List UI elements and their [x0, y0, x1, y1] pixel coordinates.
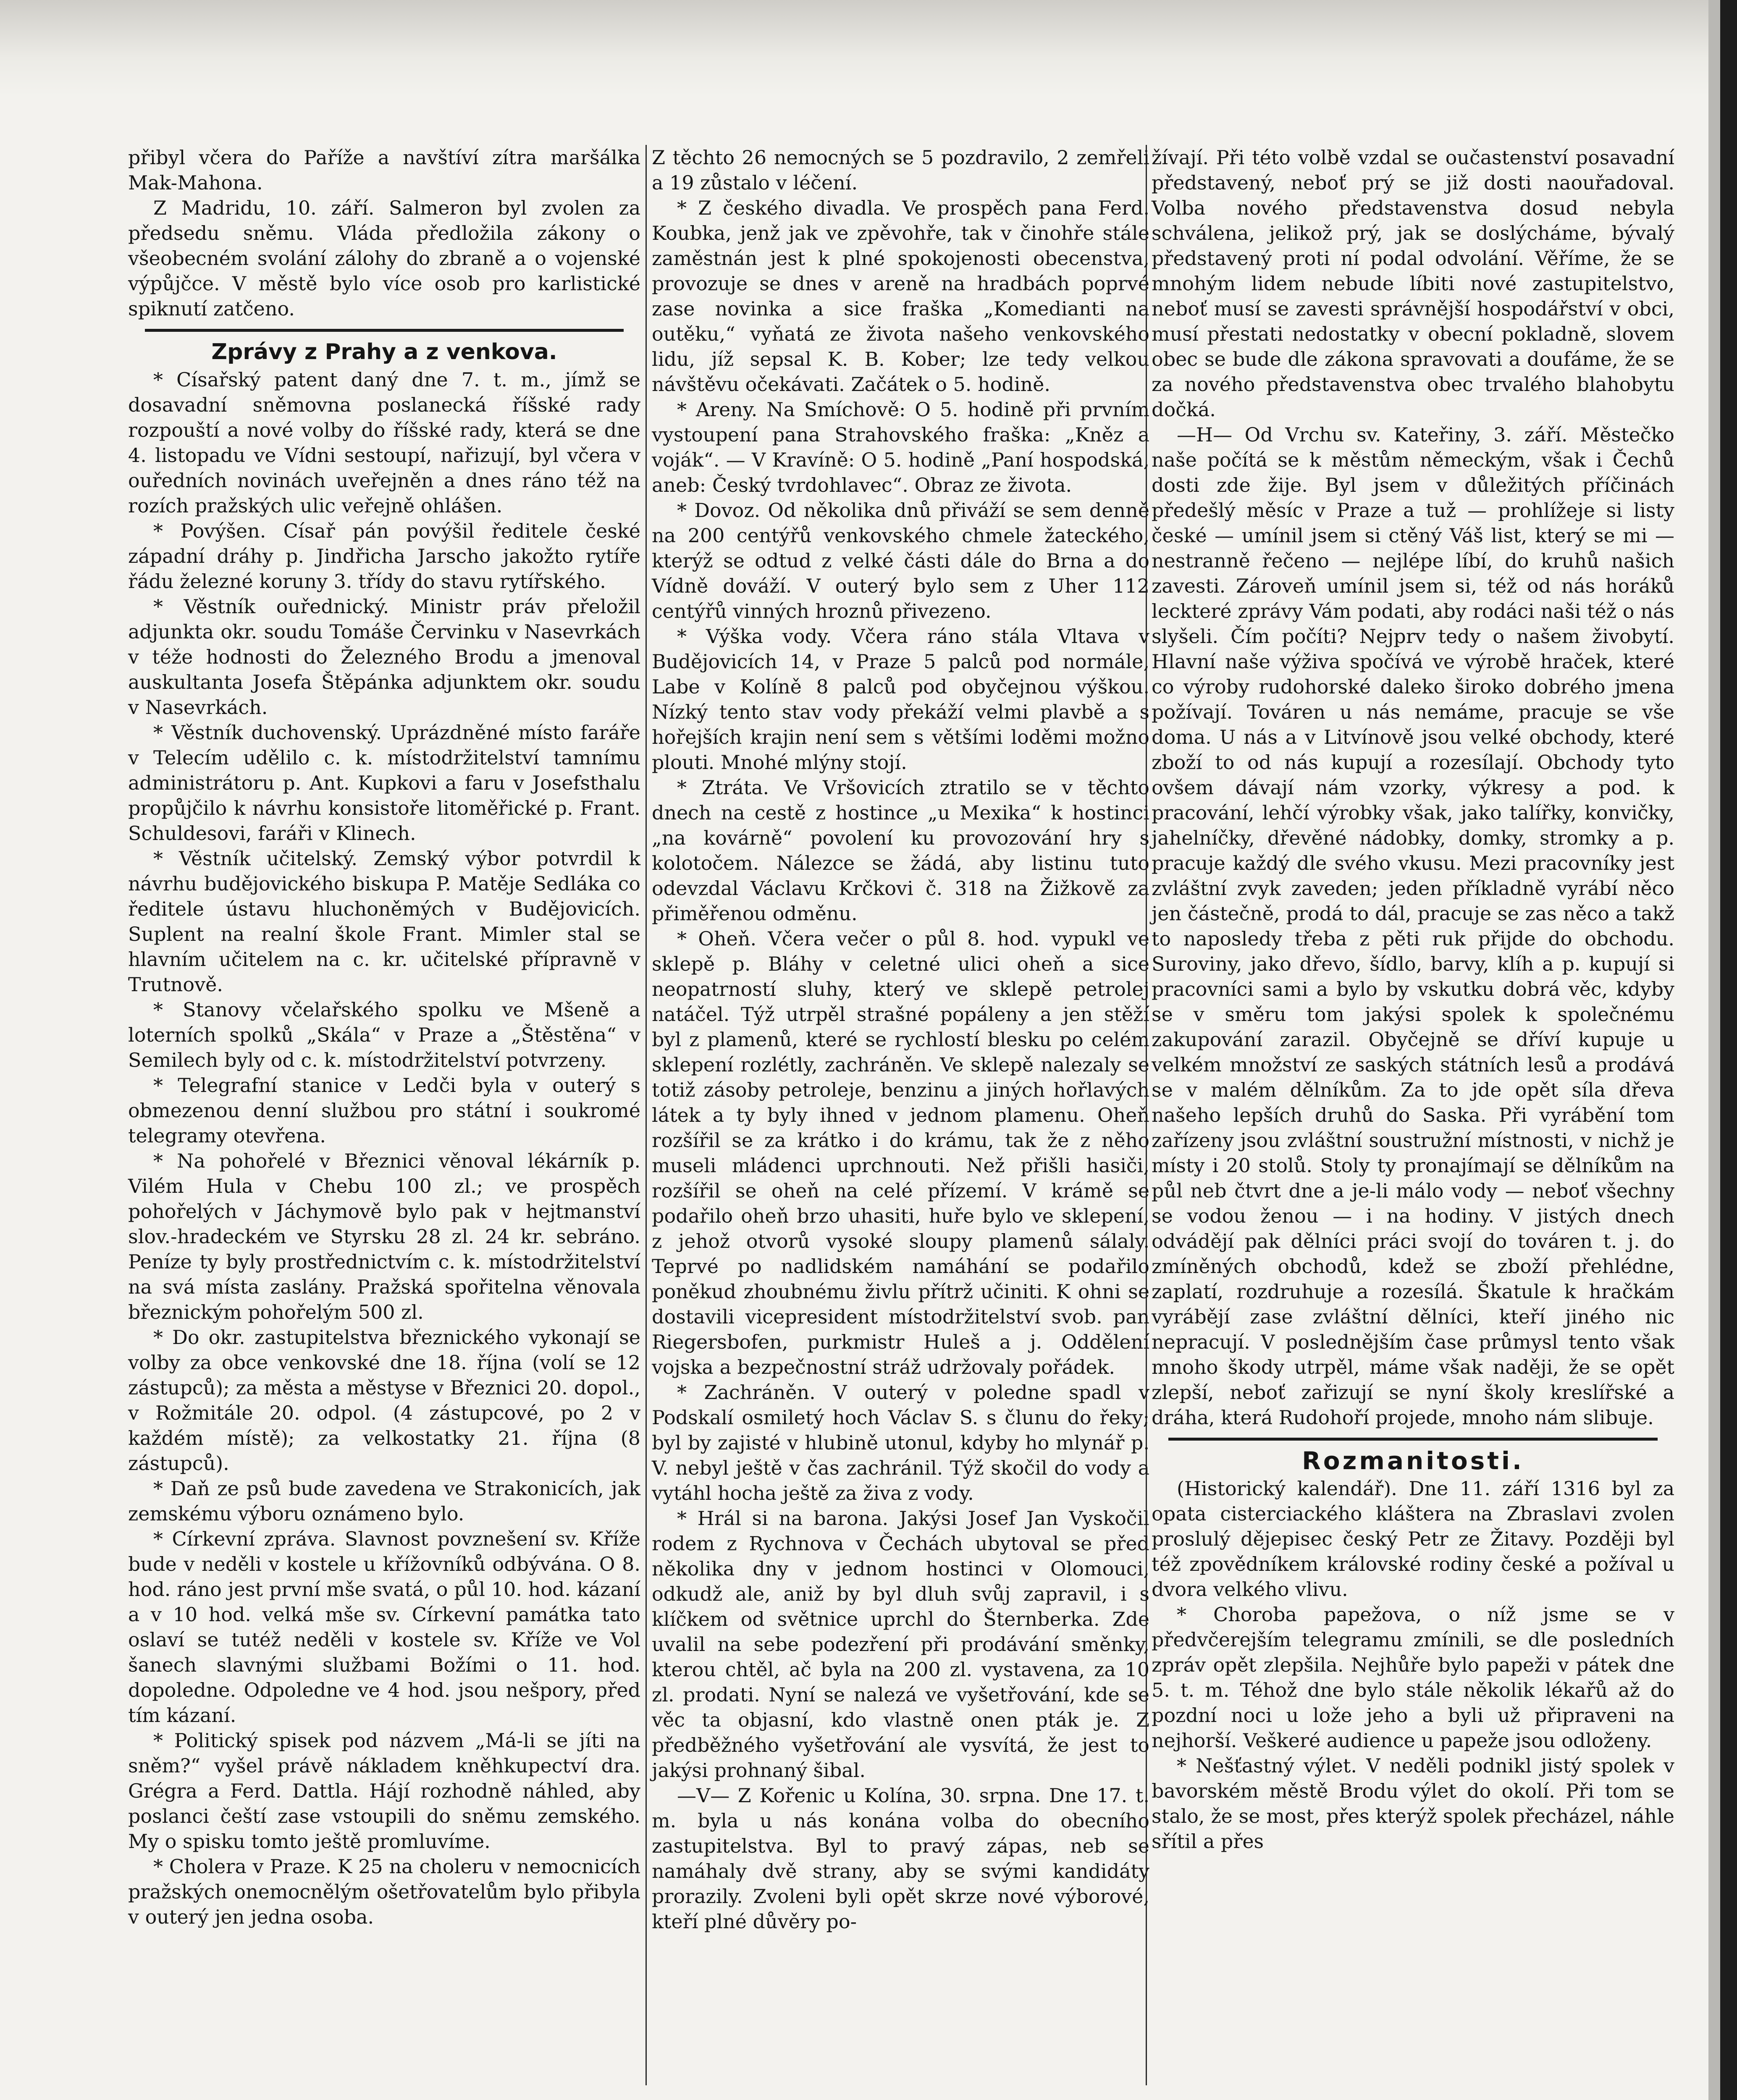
article-paragraph: * Věstník učitelský. Zemský výbor potvrdil k návrhu budějovického biskupa P. Matěje Sedláka co ředitele ústavu hluchoněmých v Budějovicích. Suplent na realní škole Frant. Mimler stal se hlavním učitelem na c. kr. učitelské přípravně v Trutnově.	[128, 847, 640, 996]
article-paragraph: * Dovoz. Od několika dnů přiváží se sem denně na 200 centýřů venkovského chmele žateckého, kterýž se odtud z velké části dále do Brna a do Vídně dováží. V outerý bylo sem z Uher 112 centýřů vinných hroznů přivezeno.	[652, 499, 1149, 622]
article-paragraph: * Církevní zpráva. Slavnost povznešení sv. Kříže bude v neděli v kostele u křížovníků odbývána. O 8. hod. ráno jest první mše svatá, o půl 10. hod. kázaní a v 10 hod. velká mše sv. Církevní památka tato oslaví se tutéž neděli v kostele sv. Kříže ve Vol šanech slavnými službami Božími o 11. hod. dopoledne. Odpoledne ve 4 hod. jsou nešpory, před tím kázaní.	[128, 1528, 640, 1727]
column-rule	[645, 145, 647, 2085]
section-divider	[145, 329, 624, 332]
article-paragraph: * Na pohořelé v Březnici věnoval lékárník p. Vilém Hula v Chebu 100 zl.; ve prospěch pohořelých v Jáchymově bylo pak v hejtmanství slov.-hradeckém ve Styrsku 28 zl. 24 kr. sebráno. Peníze ty byly prostřednictvím c. k. místodržitelství na svá místa zaslány. Pražská spořitelna věnovala březnickým pohořelým 500 zl.	[128, 1150, 640, 1323]
page-edge	[1708, 0, 1720, 2100]
article-paragraph: * Věstník duchovenský. Uprázdněné místo faráře v Telecím udělilo c. k. místodržitelství tamnímu administrátoru p. Ant. Kupkovi a faru v Josefsthalu propůjčilo k návrhu konsistoře litoměřické p. Frant. Schuldesovi, faráři v Klinech.	[128, 721, 640, 845]
article-paragraph: * Telegrafní stanice v Ledči byla v outerý s obmezenou denní službou pro státní i soukromé telegramy otevřena.	[128, 1074, 640, 1147]
article-paragraph: Z těchto 26 nemocných se 5 pozdravilo, 2 zemřeli a 19 zůstalo v léčení.	[652, 146, 1149, 194]
column-2	[652, 145, 1149, 1934]
article-paragraph: * Cholera v Praze. K 25 na choleru v nemocnicích pražských onemocnělým ošetřovatelům bylo přibyla v outerý jen jedna osoba.	[128, 1855, 640, 1928]
article-paragraph: * Choroba papežova, o níž jsme se v předvčerejším telegramu zmínili, se dle posledních zpráv opět zlepšila. Nejhůře bylo papeži v pátek dne 5. t. m. Téhož dne bylo stále několik lékařů až do pozdní noci u lože jeho a byli už připraveni na nejhorší. Veškeré audience u papeže jsou odloženy.	[1152, 1603, 1674, 1752]
article-paragraph: * Stanovy včelařského spolku ve Mšeně a loterních spolků „Skála“ v Praze a „Štěstěna“ v Semilech byly od c. k. místodržitelství potvrzeny.	[128, 998, 640, 1071]
article-paragraph: * Do okr. zastupitelstva březnického vykonají se volby za obce venkovské dne 18. října (volí se 12 zástupců); za města a městyse v Březnici 20. dopol., v Rožmitále 20. odpol. (4 zástupcové, po 2 v každém místě); za velkostatky 21. října (8 zástupců).	[128, 1326, 640, 1475]
scan-border	[1720, 0, 1737, 2100]
article-paragraph: přibyl včera do Paříže a navštíví zítra maršálka Mak-Mahona.	[128, 146, 640, 194]
article-paragraph: * Výška vody. Včera ráno stála Vltava v Budějovicích 14, v Praze 5 palců pod normále, Labe v Kolíně 8 palců pod obyčejnou výškou. Nízký tento stav vody překáží velmi plavbě a s hořejších krajin není sem s většími loděmi možno plouti. Mnohé mlýny stojí.	[652, 625, 1149, 774]
article-paragraph: * Z českého divadla. Ve prospěch pana Ferd. Koubka, jenž jak ve zpěvohře, tak v činohře stále zaměstnán jest k plné spokojenosti obecenstva, provozuje se dnes v areně na hradbách poprvé zase novinka a sice fraška „Komedianti na outěku,“ vyňatá ze života našeho venkovského lidu, jíž sepsal K. B. Kober; lze tedy velkou návštěvu očekávati. Začátek o 5. hodině.	[652, 197, 1149, 396]
article-paragraph: * Hrál si na barona. Jakýsi Josef Jan Vyskočil rodem z Rychnova v Čechách ubytoval se před několika dny v jednom hostinci v Olomouci, odkudž ale, aniž by byl dluh svůj zapravil, i s klíčkem od světnice uprchl do Šternberka. Zde uvalil na sebe podezření při prodávání směnky, kterou chtěl, ač byla na 200 zl. vystavena, za 10 zl. prodati. Nyní se nalezá ve vyšetřování, kde se věc ta objasní, kdo vlastně onen pták je. Z předběžného vyšetřování ale vysvítá, že jest to jakýsi prohnaný šibal.	[652, 1507, 1149, 1782]
article-paragraph: * Politický spisek pod názvem „Má-li se jíti na sněm?“ vyšel právě nákladem kněhkupectví dra. Grégra a Ferd. Dattla. Hájí rozhodně náhled, aby poslanci čeští zase vstoupili do sněmu zemského. My o spisku tomto ještě promluvíme.	[128, 1729, 640, 1853]
article-paragraph: * Císařský patent daný dne 7. t. m., jímž se dosavadní sněmovna poslanecká říšské rady rozpouští a nové volby do říšské rady, která se dne 4. listopadu ve Vídni sestoupí, nařizují, byl včera v ouředních novinách uveřejněn a dnes ráno též na rozích pražských ulic veřejně ohlášen.	[128, 368, 640, 517]
section-heading: Zprávy z Prahy a z venkova.	[211, 339, 557, 365]
article-paragraph: * Věstník ouřednický. Ministr práv přeložil adjunkta okr. soudu Tomáše Červinku v Nasevrkách v téže hodnosti do Železného Brodu a jmenoval auskultanta Josefa Štěpánka adjunktem okr. soudu v Nasevrkách.	[128, 595, 640, 719]
article-paragraph: (Historický kalendář). Dne 11. září 1316 byl za opata cisterciackého kláštera na Zbraslavi zvolen proslulý dějepisec český Petr ze Žitavy. Později byl též zpovědníkem královské rodiny české a požíval u dvora velkého vlivu.	[1152, 1477, 1674, 1601]
article-paragraph: žívají. Při této volbě vzdal se oučastenství posavadní představený, neboť prý se již dosti naouřadoval. Volba nového představenstva dosud nebyla schválena, jelikož prý, jak se doslýcháme, bývalý představený proti ní podal odvolání. Věříme, že se mnohým lidem nebude líbiti nové zastupitelstvo, neboť musí se zavesti správnější hospodářství v obci, musí přestati nedostatky v obecní pokladně, slovem obec se bude dle zákona spravovati a doufáme, že se za nového představenstva obec trvalého blahobytu dočká.	[1152, 146, 1674, 421]
section-divider	[1168, 1438, 1658, 1441]
article-paragraph: —V— Z Kořenic u Kolína, 30. srpna. Dne 17. t. m. byla u nás konána volba do obecního zastupitelstva. Byl to pravý zápas, neb se namáhaly dvě strany, aby se svými kandidáty prorazily. Zvoleni byli opět skrze nové výborové, kteří plné důvěry po-	[652, 1784, 1149, 1933]
article-paragraph: * Daň ze psů bude zavedena ve Strakonicích, jak zemskému výboru oznámeno bylo.	[128, 1477, 640, 1525]
article-paragraph: * Nešťastný výlet. V neděli podnikl jistý spolek v bavorském městě Brodu výlet do okolí. Při tom se stalo, že se most, přes kterýž spolek přecházel, náhle sřítil a přes	[1152, 1754, 1674, 1853]
column-3	[1152, 145, 1674, 1854]
article-paragraph: * Zachráněn. V outerý v poledne spadl v Podskalí osmiletý hoch Václav S. s člunu do řeky; byl by zajisté v hlubině utonul, kdyby ho mlynář p. V. nebyl ještě v čas zachránil. Týž skočil do vody a vytáhl hocha ještě za živa z vody.	[652, 1381, 1149, 1504]
article-paragraph: * Oheň. Včera večer o půl 8. hod. vypukl ve sklepě p. Bláhy v celetné ulici oheň a sice neopatrností sluhy, který ve sklepě petrolej natáčel. Týž utrpěl strašné popáleny a jen stěží byl z plamenů, které se rychlostí blesku po celém sklepení rozlétly, zachráněn. Ve sklepě nalezaly se totiž zásoby petroleje, benzinu a jiných hořlavých látek a ty byly ihned v jednom plamenu. Oheň rozšířil se za krátko i do krámu, tak že z něho museli mládenci uprchnouti. Než přišli hasiči, rozšířil se oheň na celé přízemí. V krámě se podařilo oheň brzo uhasiti, huře bylo ve sklepení, z jehož otvorů vysoké sloupy plamenů sálaly. Teprvé po nadlidském namáhání se podařilo poněkud zhoubnému živlu přítrž učiniti. K ohni se dostavili vicepresident místodržitelství svob. pan Riegersbofen, purkmistr Huleš a j. Oddělení vojska a bezpečnostní stráž udržovaly pořádek.	[652, 927, 1149, 1378]
column-1	[128, 145, 640, 1929]
section-heading: Rozmanitosti.	[1302, 1446, 1524, 1475]
article-paragraph: —H— Od Vrchu sv. Kateřiny, 3. září. Městečko naše počítá se k městům německým, však i Čechů dosti zde žije. Byl jsem v důležitých příčinách předešlý měsíc v Praze a tuž — prohlížeje si listy české — umínil jsem si ctěný Váš list, který se mi — nestranně řečeno — nejlépe líbí, do kruhů našich zavesti. Zároveň umínil jsem si, též od nás horáků leckteré zprávy Vám podati, aby rodáci naši též o nás slyšeli. Čím počíti? Nejprv tedy o našem živobytí. Hlavní naše výživa spočívá ve výrobě hraček, které co výroby rudohorské daleko široko dobrého jmena požívají. Továren u nás nemáme, pracuje se vše doma. U nás a v Litvínově jsou velké obchody, které zboží to od nás kupují a rozesílají. Obchody tyto ovšem dávají nám vzorky, výkresy a pod. k pracování, lehčí výrobky však, jako talířky, konvičky, jahelníčky, dřevěné nádobky, domky, stromky a p. pracuje každý dle svého vkusu. Mezi pracovníky jest zvláštní zvyk zaveden; jeden příkladně vyrábí něco jen částečně, prodá to dál, pracuje se zas něco a takž to naposledy třeba z pěti ruk přijde do obchodu. Suroviny, jako dřevo, šídlo, barvy, klíh a p. kupují si pracovníci sami a bylo by vskutku dobrá věc, kdyby se v směru tom jakýsi spolek k společnému zakupování zarazil. Obyčejně se dříví kupuje u velkém množství ze saských státních lesů a prodává se v malém dělníkům. Za to jde opět síla dřeva našeho lepších druhů do Saska. Při vyrábění tom zařízeny jsou zvláštní soustružní místnosti, v nichž je místy i 20 stolů. Stoly ty pronajímají se dělníkům na půl neb čtvrt dne a je-li málo vody — neboť všechny se vodou ženou — i na hodiny. V jistých dnech odvádějí pak dělníci práci svojí do továren t. j. do zmíněných obchodů, kdež se zboží přehlédne, zaplatí, rozdruhuje a rozesílá. Škatule k hračkám vyrábějí zase zvláštní dělníci, kteří jiného nic nepracují. V poslednějším čase průmysl tento však mnoho škody utrpěl, máme však naději, že se opět zlepší, neboť zařizují se nyní školy kreslířské a dráha, která Rudohoří projede, mnoho nám slibuje.	[1152, 423, 1674, 1429]
page-top-shadow	[0, 0, 1737, 97]
article-paragraph: * Areny. Na Smíchově: O 5. hodině při prvním vystoupení pana Strahovského fraška: „Kněz a voják“. — V Kravíně: O 5. hodině „Paní hospodská, aneb: Český tvrdohlavec“. Obraz ze života.	[652, 398, 1149, 496]
article-paragraph: * Povýšen. Císař pán povýšil ředitele české západní dráhy p. Jindřicha Jarscho jakožto rytíře řádu železné koruny 3. třídy do stavu rytířského.	[128, 520, 640, 593]
article-paragraph: Z Madridu, 10. září. Salmeron byl zvolen za předsedu sněmu. Vláda předložila zákony o všeobecném svolání zálohy do zbraně a o vojenské výpůjčce. V městě bylo více osob pro karlistické spiknutí zatčeno.	[128, 197, 640, 320]
article-paragraph: * Ztráta. Ve Vršovicích ztratilo se v těchto dnech na cestě z hostince „u Mexika“ k hostinci „na kovárně“ povolení ku provozování hry s kolotočem. Nálezce se žádá, aby listinu tuto odevzdal Václavu Krčkovi č. 318 na Žižkově za přiměřenou odměnu.	[652, 776, 1149, 925]
